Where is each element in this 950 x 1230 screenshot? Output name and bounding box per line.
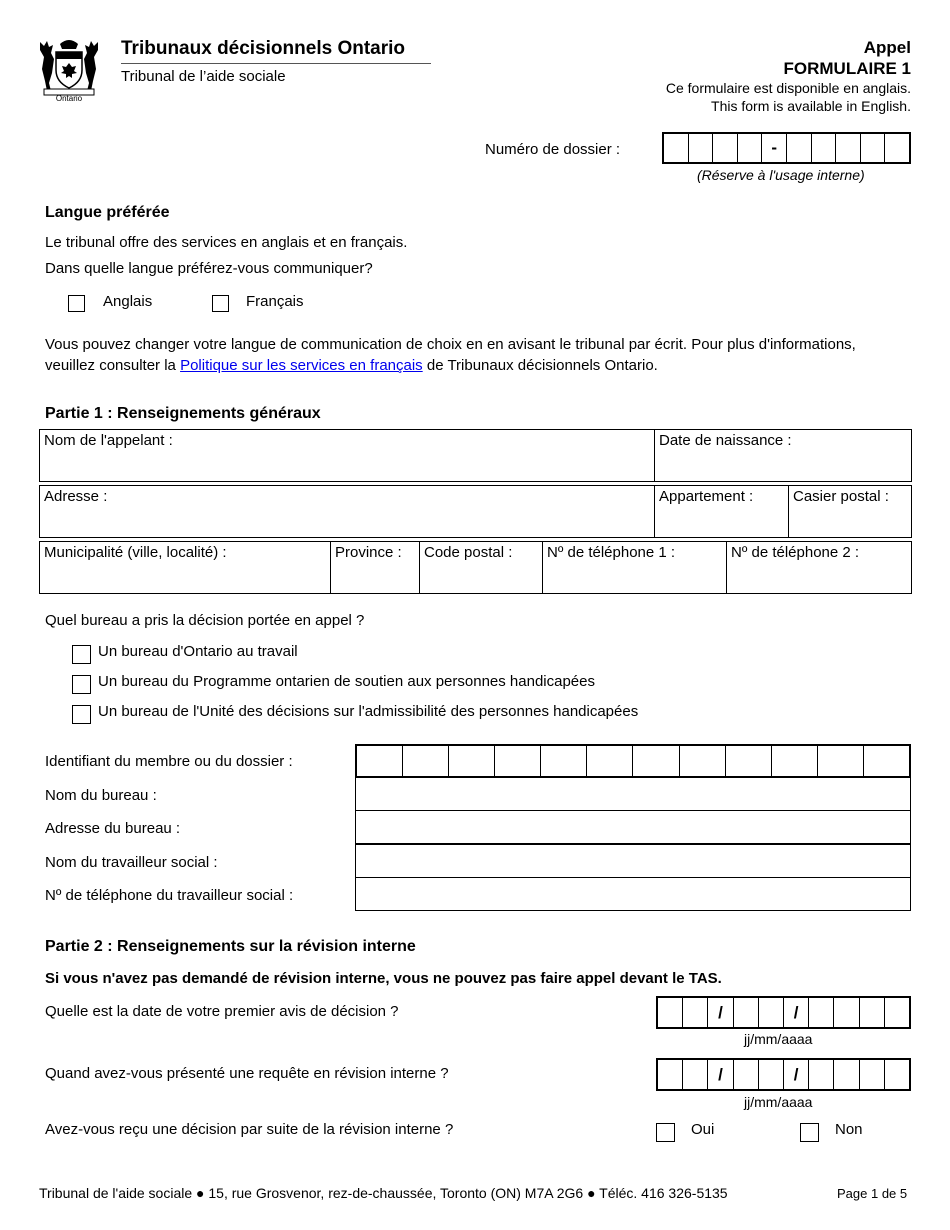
phone2-field[interactable] [727,542,912,594]
birth-date-field[interactable] [655,430,912,482]
province-label: Province : [335,544,402,561]
caseworker-name-input[interactable] [355,844,911,878]
phone1-label: Nº de téléphone 1 : [547,544,676,561]
member-id-cell[interactable] [864,746,909,776]
address-field[interactable] [40,486,655,538]
municipality-label: Municipalité (ville, localité) : [44,544,227,561]
q3-label: Avez-vous reçu une décision par suite de la révision interne ? [45,1121,454,1138]
policy-link[interactable]: Politique sur les services en français [180,357,423,374]
po-box-field[interactable] [789,486,912,538]
date-cell[interactable] [658,998,683,1027]
date-format-hint: jj/mm/aaaa [744,1031,813,1047]
member-id-cell[interactable] [633,746,679,776]
member-id-cell[interactable] [495,746,541,776]
form-number: FORMULAIRE 1 [783,59,911,78]
date-separator: / [708,1060,733,1089]
member-id-cell[interactable] [541,746,587,776]
member-id-cell[interactable] [403,746,449,776]
member-id-cell[interactable] [680,746,726,776]
member-id-cell[interactable] [726,746,772,776]
member-id-cell[interactable] [818,746,864,776]
member-id-cell[interactable] [587,746,633,776]
policy-text-2: de Tribunaux décisionnels Ontario. [426,357,658,374]
date-cell[interactable] [885,998,909,1027]
appellant-name-field[interactable] [40,430,655,482]
form-type: Appel [863,38,911,57]
availability-en: This form is available in English. [711,98,911,114]
office-name-input[interactable] [355,777,911,811]
language-line2: Dans quelle langue préférez-vous communiquer? [45,260,373,277]
date-cell[interactable] [860,1060,885,1089]
member-id-cell[interactable] [449,746,495,776]
date-cell[interactable] [834,998,859,1027]
member-id-cell[interactable] [772,746,818,776]
decision-date-input[interactable] [656,996,911,1029]
date-cell[interactable] [809,998,834,1027]
member-id-input[interactable] [355,744,911,778]
french-checkbox[interactable] [212,295,229,312]
french-label: Français [246,293,304,310]
availability-fr: Ce formulaire est disponible en anglais. [665,80,911,96]
file-number-label: Numéro de dossier : [485,141,621,158]
office-option-label: Un bureau d'Ontario au travail [98,643,298,660]
address-label: Adresse : [44,488,108,505]
general-info-row3 [39,541,912,594]
date-cell[interactable] [885,1060,909,1089]
date-separator: / [784,1060,809,1089]
member-id-cell[interactable] [357,746,403,776]
appellant-name-label: Nom de l'appelant : [44,432,173,449]
municipality-field[interactable] [40,542,331,594]
review-request-date-input[interactable] [656,1058,911,1091]
file-number-cell[interactable] [713,134,738,162]
no-label: Non [835,1121,863,1138]
date-cell[interactable] [809,1060,834,1089]
english-label: Anglais [103,293,153,310]
file-number-cell[interactable] [885,134,909,162]
form-header-right [666,37,911,115]
file-number-separator: - [762,134,787,162]
file-number-cell[interactable] [738,134,763,162]
postal-code-field[interactable] [420,542,543,594]
page-number: Page 1 de 5 [837,1186,908,1201]
file-number-cell[interactable] [861,134,886,162]
file-number-cell[interactable] [689,134,714,162]
general-info-row1 [39,429,912,482]
general-info-row2 [39,485,912,538]
english-checkbox[interactable] [68,295,85,312]
yes-label: Oui [691,1121,715,1138]
caseworker-phone-label: Nº de téléphone du travailleur social : [45,887,294,904]
date-separator: / [784,998,809,1027]
q1-label: Quelle est la date de votre premier avis de décision ? [45,1003,399,1020]
caseworker-phone-input[interactable] [355,877,911,911]
no-checkbox[interactable] [800,1123,819,1142]
footer-address: Tribunal de l'aide sociale ● 15, rue Grosvenor, rez-de-chaussée, Toronto (ON) M7A 2G6 ● Téléc. 416 326-5135 [39,1185,728,1201]
phone2-label: Nº de téléphone 2 : [731,544,860,561]
language-heading: Langue préférée [45,204,170,221]
date-cell[interactable] [734,1060,759,1089]
date-cell[interactable] [734,998,759,1027]
office-option-label: Un bureau de l'Unité des décisions sur l'admissibilité des personnes handicapées [98,703,639,720]
file-number-note: (Réserve à l'usage interne) [697,167,865,183]
province-field[interactable] [331,542,420,594]
org-name: Tribunaux décisionnels Ontario [121,38,405,59]
language-policy-paragraph [45,334,905,376]
phone1-field[interactable] [543,542,727,594]
birth-date-label: Date de naissance : [659,432,792,449]
file-number-cell[interactable] [812,134,837,162]
apartment-field[interactable] [655,486,789,538]
tribunal-name: Tribunal de l’aide sociale [121,68,286,85]
file-number-cell[interactable] [836,134,861,162]
office-option-checkbox[interactable] [72,705,91,724]
office-name-label: Nom du bureau : [45,787,157,804]
postal-code-label: Code postal : [424,544,513,561]
date-format-hint: jj/mm/aaaa [744,1094,813,1110]
ontario-logo [36,36,102,106]
language-line1: Le tribunal offre des services en anglais et en français. [45,234,408,251]
office-address-label: Adresse du bureau : [45,820,181,837]
date-cell[interactable] [834,1060,859,1089]
apartment-label: Appartement : [659,488,754,505]
logo-caption: Ontario [55,94,83,103]
member-id-label: Identifiant du membre ou du dossier : [45,753,293,770]
date-separator: / [708,998,733,1027]
part1-heading: Partie 1 : Renseignements généraux [45,405,321,422]
part2-heading: Partie 2 : Renseignements sur la révision interne [45,938,416,955]
date-cell[interactable] [658,1060,683,1089]
file-number-cell[interactable] [664,134,689,162]
date-cell[interactable] [759,998,784,1027]
date-cell[interactable] [683,1060,708,1089]
yes-checkbox[interactable] [656,1123,675,1142]
office-option-checkbox[interactable] [72,645,91,664]
date-cell[interactable] [683,998,708,1027]
coat-of-arms-icon [36,36,102,98]
office-address-input[interactable] [355,810,911,844]
date-cell[interactable] [759,1060,784,1089]
date-cell[interactable] [860,998,885,1027]
file-number-cell[interactable] [787,134,812,162]
q2-label: Quand avez-vous présenté une requête en révision interne ? [45,1065,449,1082]
office-option-checkbox[interactable] [72,675,91,694]
header-rule [121,63,431,64]
part2-warning: Si vous n'avez pas demandé de révision interne, vous ne pouvez pas faire appel devant le TAS. [45,970,722,987]
office-question: Quel bureau a pris la décision portée en appel ? [45,612,365,629]
file-number-input[interactable] [662,132,911,164]
policy-text-1: Vous pouvez changer votre langue de communication de choix en en avisant le tribunal par écrit. Pour plus d'informations, veuillez consulter la [45,336,856,374]
caseworker-name-label: Nom du travailleur social : [45,854,218,871]
po-box-label: Casier postal : [793,488,889,505]
office-option-label: Un bureau du Programme ontarien de soutien aux personnes handicapées [98,673,595,690]
